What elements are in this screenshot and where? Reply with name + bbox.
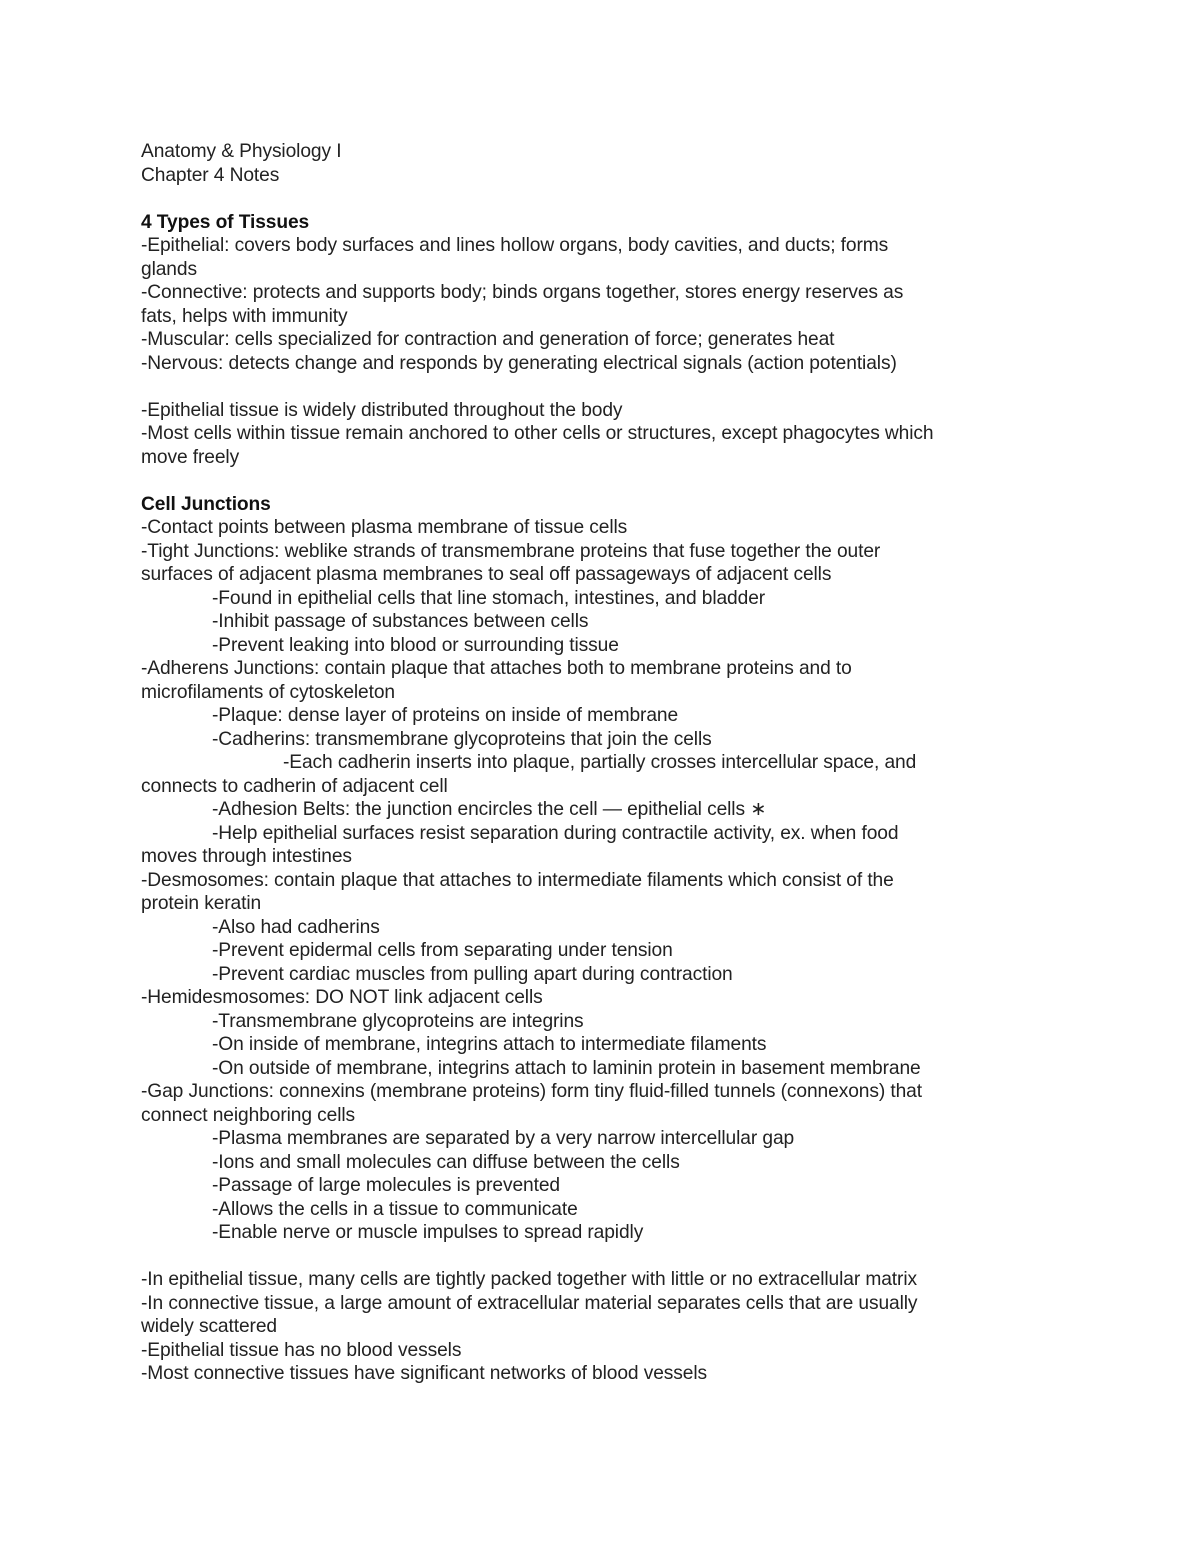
note-line: connects to cadherin of adjacent cell (141, 775, 448, 797)
note-subpoint: -On inside of membrane, integrins attach to intermediate filaments (212, 1034, 767, 1055)
note-line: -Epithelial: covers body surfaces and lines hollow organs, body cavities, and ducts; forms (141, 235, 889, 256)
note-subpoint: -Also had cadherins (212, 916, 380, 938)
note-line: -Contact points between plasma membrane of tissue cells (141, 517, 628, 538)
course-title: Anatomy & Physiology I (141, 141, 342, 162)
note-line: glands (141, 258, 197, 280)
note-line: moves through intestines (141, 846, 352, 867)
note-subpoint: -Found in epithelial cells that line stomach, intestines, and bladder (212, 587, 766, 609)
spacer (141, 469, 1071, 493)
note-line: connect neighboring cells (141, 1104, 356, 1126)
note-line: -Most cells within tissue remain anchored to other cells or structures, except phagocytes which (141, 423, 934, 444)
note-line: -Epithelial tissue is widely distributed throughout the body (141, 399, 623, 421)
note-line: microfilaments of cytoskeleton (141, 681, 395, 703)
note-subpoint: -Inhibit passage of substances between cells (212, 611, 589, 632)
note-subpoint: -Allows the cells in a tissue to communicate (212, 1198, 578, 1220)
note-line: protein keratin (141, 893, 262, 914)
note-line: -Gap Junctions: connexins (membrane proteins) form tiny fluid-filled tunnels (connexons) that (141, 1081, 922, 1102)
spacer (141, 375, 1071, 399)
note-line: -In epithelial tissue, many cells are tightly packed together with little or no extracellular matrix (141, 1269, 917, 1290)
note-line: -Connective: protects and supports body; binds organs together, stores energy reserves as (141, 282, 904, 303)
note-subpoint: -Adhesion Belts: the junction encircles the cell — epithelial cells ∗ (212, 799, 767, 820)
note-subpoint: -Plaque: dense layer of proteins on inside of membrane (212, 705, 679, 726)
note-subpoint: -On outside of membrane, integrins attach to laminin protein in basement membrane (212, 1057, 921, 1079)
note-line: -In connective tissue, a large amount of extracellular material separates cells that are usually (141, 1292, 918, 1314)
section-heading-tissue-types: 4 Types of Tissues (141, 211, 310, 233)
note-line: -Adherens Junctions: contain plaque that attaches both to membrane proteins and to (141, 658, 852, 679)
chapter-title: Chapter 4 Notes (141, 164, 280, 186)
note-subpoint: -Cadherins: transmembrane glycoproteins that join the cells (212, 728, 712, 750)
section-heading-cell-junctions: Cell Junctions (141, 493, 271, 515)
note-subpoint: -Plasma membranes are separated by a very narrow intercellular gap (212, 1128, 795, 1149)
note-line: -Most connective tissues have significant networks of blood vessels (141, 1363, 708, 1384)
note-line: -Muscular: cells specialized for contraction and generation of force; generates heat (141, 329, 835, 350)
note-line: -Nervous: detects change and responds by generating electrical signals (action potentials) (141, 352, 897, 374)
note-subpoint: -Prevent epidermal cells from separating under tension (212, 940, 673, 961)
note-subpoint: -Transmembrane glycoproteins are integrins (212, 1010, 584, 1032)
note-subsubpoint: -Each cadherin inserts into plaque, partially crosses intercellular space, and (283, 752, 917, 773)
note-line: surfaces of adjacent plasma membranes to seal off passageways of adjacent cells (141, 564, 832, 585)
spacer (141, 187, 1071, 211)
document-page (141, 140, 1071, 1386)
note-subpoint: -Enable nerve or muscle impulses to spread rapidly (212, 1222, 644, 1243)
note-line: -Tight Junctions: weblike strands of transmembrane proteins that fuse together the outer (141, 540, 881, 562)
note-line: -Epithelial tissue has no blood vessels (141, 1339, 462, 1361)
spacer (141, 1245, 1071, 1269)
note-line: -Hemidesmosomes: DO NOT link adjacent cells (141, 987, 543, 1008)
note-subpoint: -Prevent cardiac muscles from pulling apart during contraction (212, 963, 733, 985)
note-subpoint: -Ions and small molecules can diffuse between the cells (212, 1151, 680, 1173)
note-line: move freely (141, 446, 240, 468)
note-line: widely scattered (141, 1316, 277, 1337)
note-subpoint: -Passage of large molecules is prevented (212, 1175, 560, 1196)
note-subpoint: -Help epithelial surfaces resist separation during contractile activity, ex. when food (212, 822, 899, 844)
note-line: -Desmosomes: contain plaque that attaches to intermediate filaments which consist of the (141, 869, 894, 891)
note-line: fats, helps with immunity (141, 305, 348, 327)
note-subpoint: -Prevent leaking into blood or surrounding tissue (212, 634, 619, 656)
